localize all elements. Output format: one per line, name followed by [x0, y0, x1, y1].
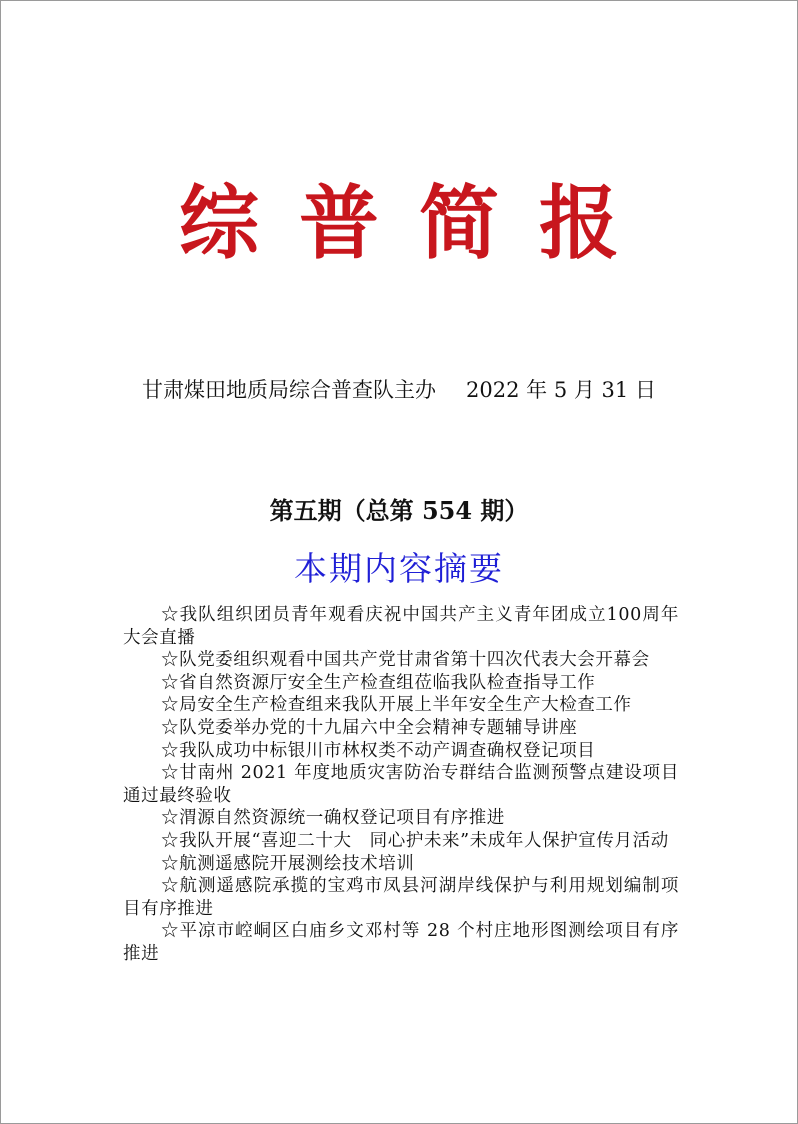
- summary-item: ☆航测遥感院承揽的宝鸡市凤县河湖岸线保护与利用规划编制项目有序推进: [123, 876, 679, 919]
- star-icon: ☆: [161, 717, 180, 738]
- summary-item: ☆甘南州 2021 年度地质灾害防治专群结合监测预警点建设项目通过最终验收: [123, 763, 679, 806]
- star-icon: ☆: [161, 672, 180, 693]
- star-icon: ☆: [161, 650, 180, 671]
- star-icon: ☆: [161, 853, 180, 874]
- summary-title: 本期内容摘要: [294, 549, 504, 588]
- star-icon: ☆: [161, 605, 180, 625]
- summary-item: ☆渭源自然资源统一确权登记项目有序推进: [161, 808, 505, 829]
- issue-number: 第五期（总第 554 期）: [269, 496, 529, 525]
- summary-item: ☆队党委组织观看中国共产党甘肃省第十四次代表大会开幕会: [161, 650, 650, 671]
- star-icon: ☆: [161, 921, 180, 942]
- star-icon: ☆: [161, 830, 180, 851]
- publisher-org: 甘肃煤田地质局综合普查队主办: [142, 378, 437, 402]
- summary-item: ☆队党委举办党的十九届六中全会精神专题辅导讲座: [161, 717, 578, 738]
- summary-item: ☆我队成功中标银川市林权类不动产调查确权登记项目: [161, 740, 596, 761]
- star-icon: ☆: [161, 695, 180, 716]
- summary-item: ☆我队开展“喜迎二十大 同心护未来”未成年人保护宣传月活动: [161, 830, 669, 851]
- summary-item: ☆平凉市崆峒区白庙乡文邓村等 28 个村庄地形图测绘项目有序推进: [123, 921, 679, 964]
- star-icon: ☆: [161, 876, 180, 897]
- star-icon: ☆: [161, 740, 180, 761]
- masthead-title: 综普简报: [179, 176, 659, 270]
- summary-item: ☆局安全生产检查组来我队开展上半年安全生产大检查工作: [161, 695, 632, 716]
- star-icon: ☆: [161, 763, 180, 784]
- publisher-line: [0, 374, 798, 406]
- summary-item: ☆省自然资源厅安全生产检查组莅临我队检查指导工作: [161, 672, 596, 693]
- summary-item: ☆航测遥感院开展测绘技术培训: [161, 853, 415, 874]
- publish-date: 2022 年 5 月 31 日: [466, 378, 656, 402]
- star-icon: ☆: [161, 808, 180, 829]
- summary-list: [123, 604, 679, 966]
- summary-item: ☆我队组织团员青年观看庆祝中国共产主义青年团成立100周年大会直播: [123, 605, 679, 648]
